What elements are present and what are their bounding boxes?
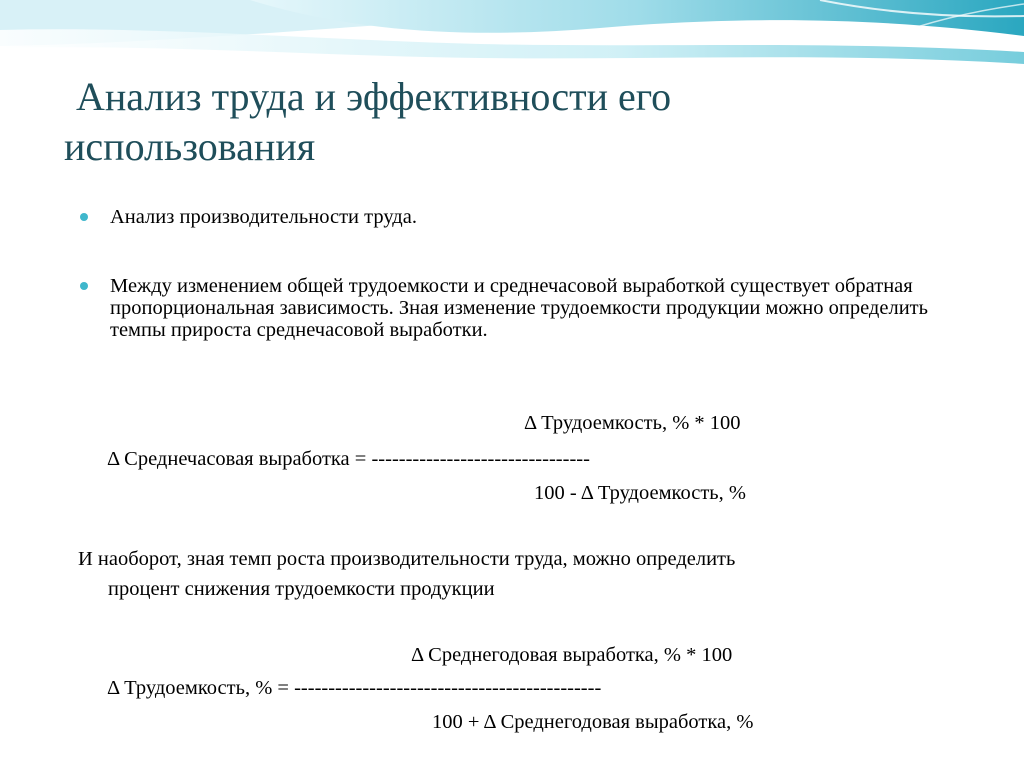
- wave-line-2: [880, 4, 1024, 40]
- bullet-dot-icon: [80, 213, 88, 221]
- formula2-main: Δ Трудоемкость, % = ---------------------------------------------: [107, 677, 602, 699]
- wave-band-top: [0, 0, 1024, 46]
- formula1-main: Δ Среднечасовая выработка = --------------------------------: [107, 448, 590, 470]
- slide-title: [64, 72, 964, 172]
- formula1-numerator: Δ Трудоемкость, % * 100: [524, 412, 741, 434]
- bullet-text-2: Между изменением общей трудоемкости и среднечасовой выработкой существует обратная пропорциональная зависимость. Зная изменение трудоемкости продукции можно определить темпы прироста среднечасовой выработки.: [110, 275, 928, 341]
- title-line-2: использования: [64, 124, 316, 169]
- wave-band-dark: [250, 0, 1024, 36]
- formula1-denominator: 100 - Δ Трудоемкость, %: [534, 482, 746, 504]
- paragraph: [78, 544, 958, 604]
- bullet-dot-icon: [80, 282, 88, 290]
- paragraph-line-1: И наоборот, зная темп роста производительности труда, можно определить: [78, 548, 736, 570]
- formula2-denominator: 100 + Δ Среднегодовая выработка, %: [432, 711, 754, 733]
- wave-line-1: [820, 0, 1024, 16]
- bullet-item-1: [110, 206, 960, 228]
- formula2-numerator: Δ Среднегодовая выработка, % * 100: [411, 644, 733, 666]
- bullet-item-2: [110, 275, 960, 341]
- bullet-text-1: Анализ производительности труда.: [110, 206, 417, 228]
- wave-band-light: [0, 29, 1024, 64]
- paragraph-line-2: процент снижения трудоемкости продукции: [108, 578, 495, 600]
- title-line-1: Анализ труда и эффективности его: [76, 74, 672, 119]
